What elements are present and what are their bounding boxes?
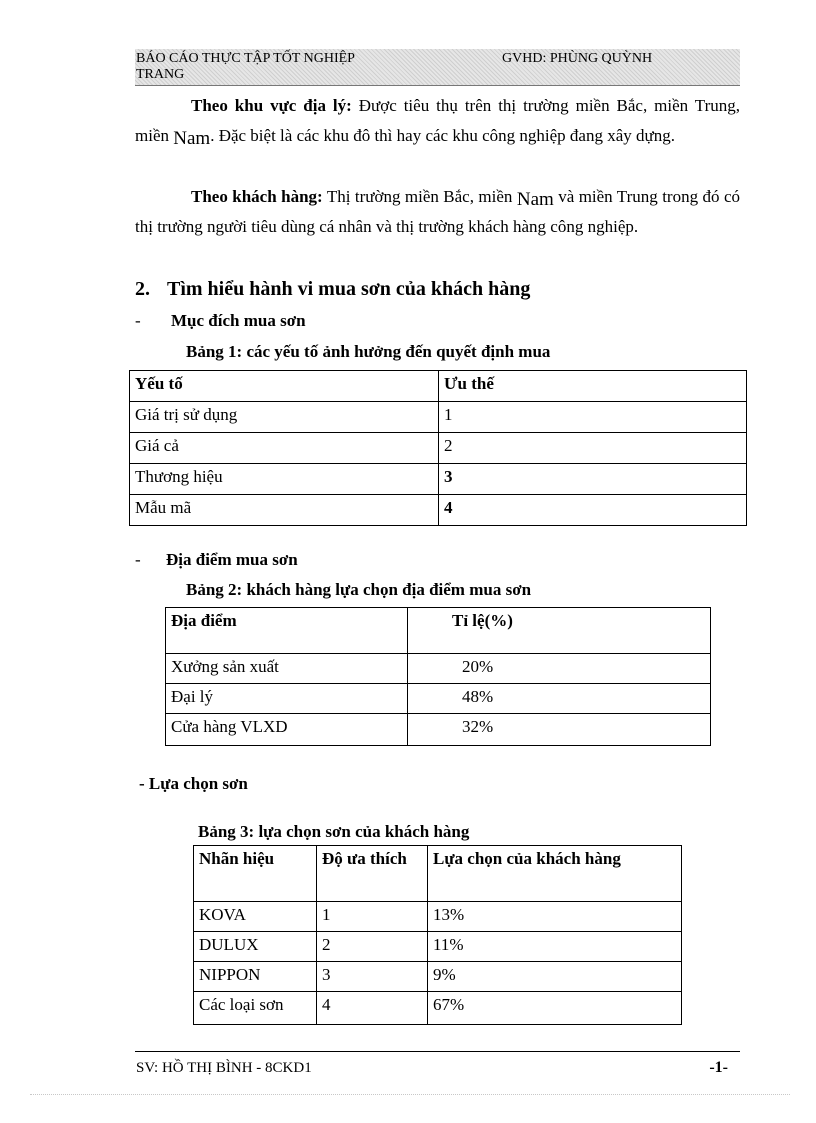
region-label: Theo khu vực địa lý: — [191, 96, 352, 115]
paragraph-region — [135, 91, 740, 151]
student-name: SV: HỒ THỊ BÌNH - 8CKD1 — [136, 1060, 312, 1076]
table-row — [130, 402, 747, 433]
table-cell: 1 — [439, 402, 747, 433]
subsection-location — [135, 549, 298, 571]
subsection-title: Mục đích mua sơn — [171, 311, 306, 330]
header-cell: Ưu thế — [439, 371, 747, 402]
page-divider — [30, 1094, 790, 1095]
table-cell: 9% — [428, 962, 682, 992]
table-cell: 48% — [408, 684, 711, 714]
table-row — [130, 433, 747, 464]
header-cell: Độ ưa thích — [317, 846, 428, 902]
region-text-b: . Đặc biệt là các khu đô thì hay các khu công nghiệp đang xây dựng. — [210, 126, 675, 145]
table-row — [194, 962, 682, 992]
bullet-dash: - — [135, 311, 141, 330]
page-footer — [135, 1051, 740, 1076]
subsection-choice: - Lựa chọn sơn — [139, 774, 248, 793]
table-cell: KOVA — [194, 902, 317, 932]
location-table — [165, 607, 711, 746]
table-cell: NIPPON — [194, 962, 317, 992]
table-cell: Các loại sơn — [194, 992, 317, 1025]
table-cell: 11% — [428, 932, 682, 962]
section-number: 2. — [135, 278, 150, 300]
table-cell: Mẫu mã — [130, 495, 439, 526]
table3-caption: Bảng 3: lựa chọn sơn của khách hàng — [198, 822, 470, 841]
header-cell: Tỉ lệ(%) — [408, 608, 711, 654]
table-cell: Cửa hàng VLXD — [166, 714, 408, 746]
customer-text-b: và miền Trung trong đó có thị trường người tiêu dùng cá nhân và thị trường khách hàng công nghiệp. — [135, 187, 740, 236]
header-cell: Yếu tố — [130, 371, 439, 402]
advisor-name-cont: TRANG — [136, 67, 185, 82]
bullet-dash: - — [135, 550, 141, 569]
header-cell: Lựa chọn của khách hàng — [428, 846, 682, 902]
table-cell: Thương hiệu — [130, 464, 439, 495]
table-cell: 1 — [317, 902, 428, 932]
brand-table — [193, 845, 682, 1025]
page-header — [135, 49, 740, 86]
table-cell: 13% — [428, 902, 682, 932]
table-cell: 4 — [317, 992, 428, 1025]
paragraph-customer — [135, 182, 740, 242]
table-cell: DULUX — [194, 932, 317, 962]
table-cell: 32% — [408, 714, 711, 746]
factors-table — [129, 370, 747, 526]
region-nam: Nam — [173, 128, 211, 149]
table-cell: Đại lý — [166, 684, 408, 714]
table-cell: 2 — [317, 932, 428, 962]
table-cell: 4 — [439, 495, 747, 526]
advisor-label: GVHD: PHÙNG QUỲNH — [502, 51, 653, 66]
table-row — [166, 684, 711, 714]
table-cell: Xưởng sản xuất — [166, 654, 408, 684]
table-header-row — [130, 371, 747, 402]
table-row — [194, 932, 682, 962]
section-heading — [135, 276, 530, 302]
table-cell: 20% — [408, 654, 711, 684]
table-row — [166, 714, 711, 746]
customer-label: Theo khách hàng: — [191, 187, 323, 206]
header-cell: Nhãn hiệu — [194, 846, 317, 902]
table-cell: 3 — [317, 962, 428, 992]
report-title: BÁO CÁO THỰC TẬP TỐT NGHIỆP — [136, 51, 355, 66]
customer-text-a: Thị trường miền Bắc, miền — [322, 187, 517, 206]
table-row — [166, 654, 711, 684]
subsection-purpose — [135, 310, 306, 332]
header-cell: Địa điểm — [166, 608, 408, 654]
table-cell: 3 — [439, 464, 747, 495]
table-row — [130, 464, 747, 495]
region-text-a: Được tiêu thụ trên thị trường miền Bắc, miền Trung, miền — [135, 96, 740, 145]
table1-caption: Bảng 1: các yếu tố ảnh hưởng đến quyết định mua — [186, 342, 551, 361]
table-cell: 67% — [428, 992, 682, 1025]
table-cell: Giá trị sử dụng — [130, 402, 439, 433]
table-header-row — [166, 608, 711, 654]
table-cell: Giá cả — [130, 433, 439, 464]
table-row — [130, 495, 747, 526]
subsection-title: Địa điểm mua sơn — [166, 550, 298, 569]
table2-caption: Bảng 2: khách hàng lựa chọn địa điểm mua sơn — [186, 580, 532, 599]
table-row — [194, 902, 682, 932]
page-number: -1- — [709, 1059, 728, 1076]
section-title: Tìm hiểu hành vi mua sơn của khách hàng — [167, 278, 531, 300]
table-row — [194, 992, 682, 1025]
customer-nam: Nam — [516, 189, 554, 210]
table-cell: 2 — [439, 433, 747, 464]
table-header-row — [194, 846, 682, 902]
